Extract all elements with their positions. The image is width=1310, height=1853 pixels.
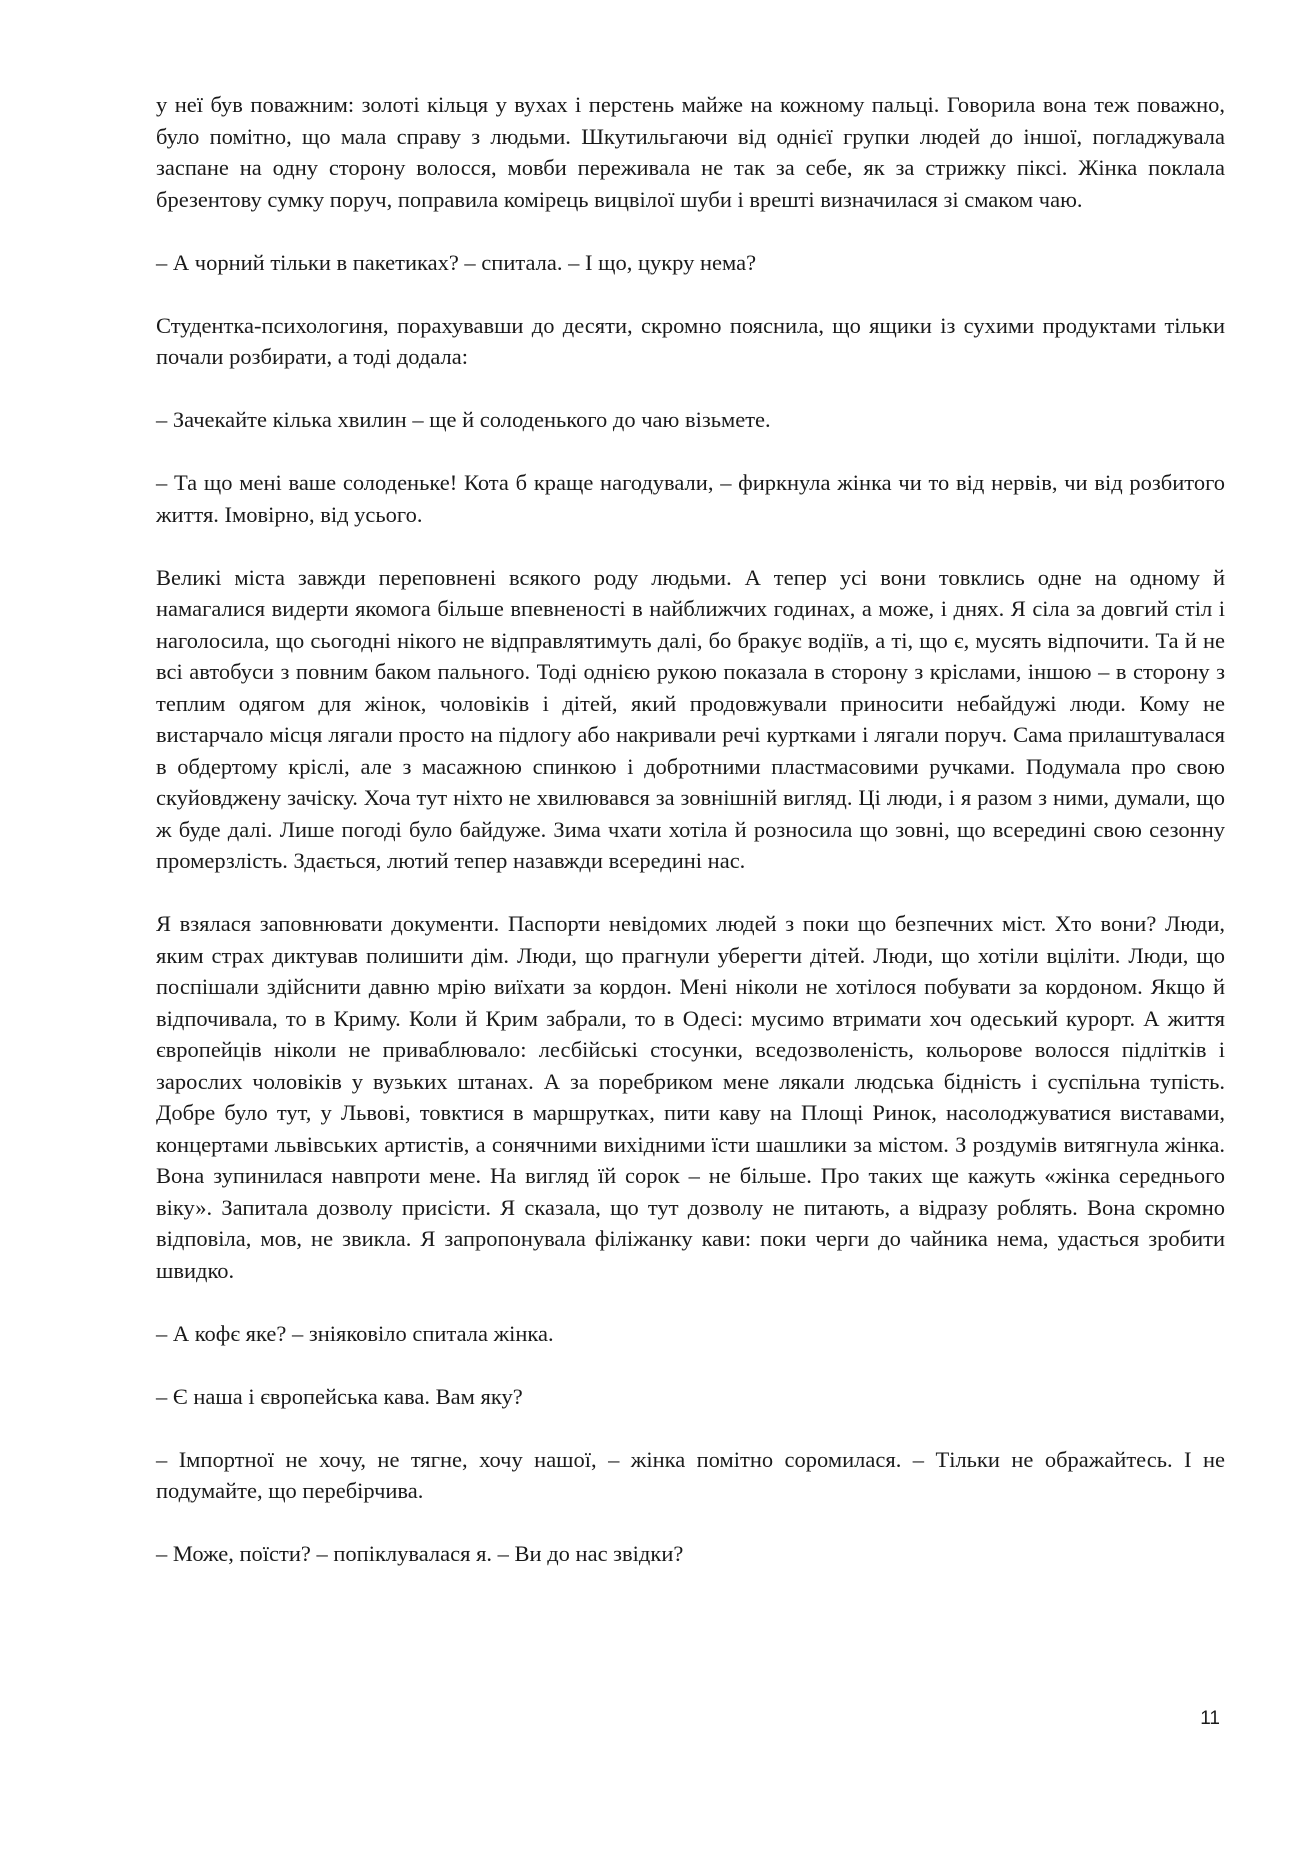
paragraph: – Імпортної не хочу, не тягне, хочу нашої, – жінка помітно соромилася. – Тільки не ображайтесь. І не подумайте, що перебірчива. [156, 1446, 1225, 1503]
paragraph: – Та що мені ваше солоденьке! Кота б краще нагодували, – фиркнула жінка чи то від нервів, чи від розбитого життя. Імовірно, від усього. [156, 470, 1225, 527]
paragraph: Студентка-психологиня, порахувавши до десяти, скромно пояснила, що ящики із сухими продуктами тільки почали розбирати, а тоді додала: [156, 312, 1225, 369]
page-number: 11 [1200, 1708, 1220, 1729]
paragraph: – Може, поїсти? – попіклувалася я. – Ви до нас звідки? [156, 1541, 684, 1566]
paragraph: – Зачекайте кілька хвилин – ще й солоденького до чаю візьмете. [156, 407, 771, 432]
paragraph: – Є наша і європейська кава. Вам яку? [156, 1383, 523, 1409]
paragraph: – А кофє яке? – зніяковіло спитала жінка. [156, 1320, 554, 1346]
paragraph: – А чорний тільки в пакетиках? – спитала. – І що, цукру нема? [156, 249, 757, 275]
paragraph: у неї був поважним: золоті кільця у вухах і перстень майже на кожному пальці. Говорила вона теж поважно, було помітно, що мала справу з людьми. Шкутильгаючи від однієї групки людей до іншої, погладжувала заспане на одну сторону волосся, мовби переживала не так за себе, як за стрижку піксі. Жінка поклала брезентову сумку поруч, поправила комірець вицвілої шуби і врешті визначилася зі смаком чаю. [156, 92, 1225, 212]
paragraph: Я взялася заповнювати документи. Паспорти невідомих людей з поки що безпечних міст. Хто вони? Люди, яким страх диктував полишити дім. Люди, що прагнули уберегти дітей. Люди, що хотіли вціліти. Люди, що поспішали здійснити давню мрію виїхати за кордон. Мені ніколи не хотілося побувати за кордоном. Якщо й відпочивала, то в Криму. Коли й Крим забрали, то в Одесі: мусимо втримати хоч одеський курорт. А життя європейців ніколи не приваблювало: лесбійські стосунки, вседозволеність, кольорове волосся підлітків і зарослих чоловіків у вузьких штанах. А за поребриком мене лякали людська бідність і суспільна тупість. Добре було тут, у Львові, товктися в маршрутках, пити каву на Площі Ринок, насолоджуватися виставами, концертами львівських артистів, а сонячними вихідними їсти шашлики за містом. З роздумів витягнула жінка. Вона зупинилася навпроти мене. На вигляд їй сорок – не більше. Про таких ще кажуть «жінка середнього віку». Запитала дозволу присісти. Я сказала, що тут дозволу не питають, а відразу роблять. Вона скромно відповіла, мов, не звикла. Я запропонувала філіжанку кави: поки черги до чайника нема, удасться зробити швидко. [156, 911, 1225, 1283]
paragraph: Великі міста завжди переповнені всякого роду людьми. А тепер усі вони товклись одне на одному й намагалися видерти якомога більше впевненості в найближчих годинах, а може, і днях. Я сіла за довгий стіл і наголосила, що сьогодні нікого не відправлятимуть далі, бо бракує водіїв, а ті, що є, мусять відпочити. Та й не всі автобуси з повним баком пального. Тоді однією рукою показала в сторону з кріслами, іншою – в сторону з теплим одягом для жінок, чоловіків і дітей, який продовжували приносити небайдужі люди. Кому не вистарчало місця лягали просто на підлогу або накривали речі куртками і лягали поруч. Сама прилаштувалася в обдертому кріслі, але з масажною спинкою і добротними пластмасовими ручками. Подумала про свою скуйовджену зачіску. Хоча тут ніхто не хвилювався за зовнішній вигляд. Ці люди, і я разом з ними, думали, що ж буде далі. Лише погоді було байдуже. Зима чхати хотіла й розносила що зовні, що всередині свою сезонну промерзлість. Здається, лютий тепер назавжди всередині нас. [156, 564, 1225, 873]
